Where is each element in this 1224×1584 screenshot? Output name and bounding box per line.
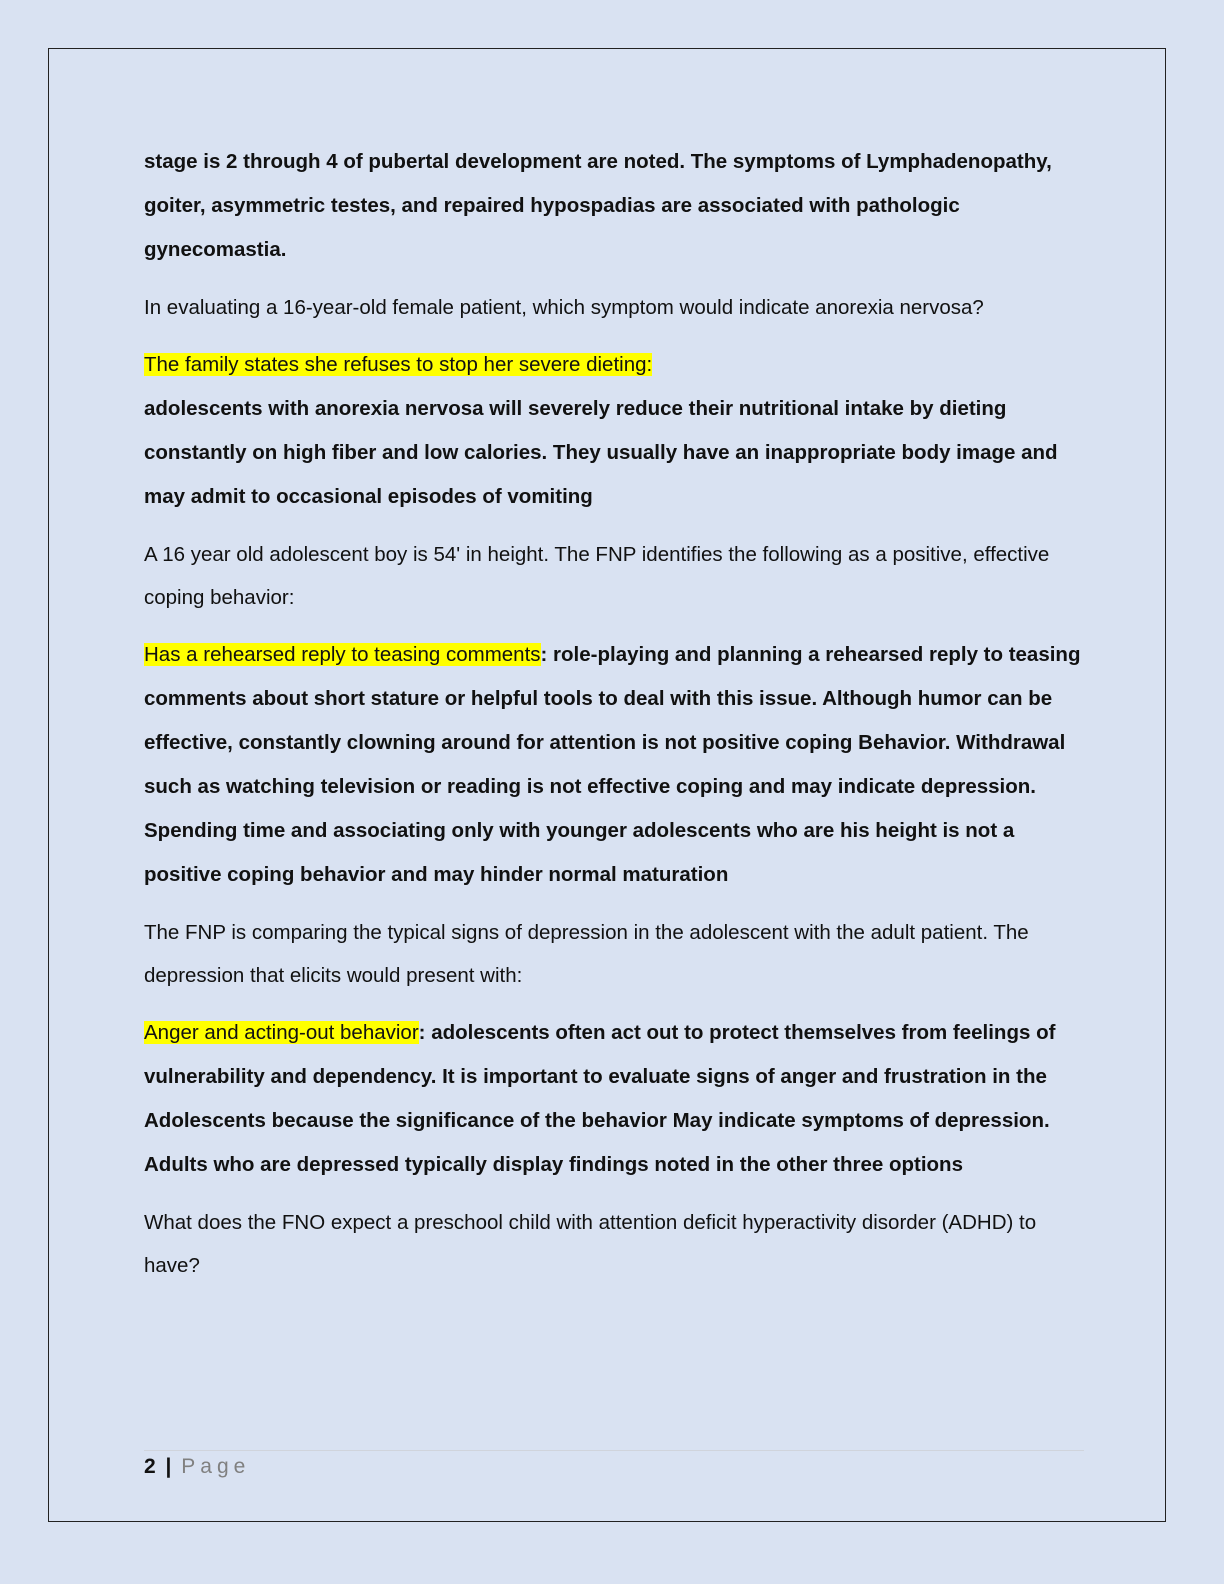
answer-highlight: Has a rehearsed reply to teasing comments	[144, 643, 541, 666]
answer-explanation: adolescents with anorexia nervosa will severely reduce their nutritional intake by dieting constantly on high fiber and low calories. They usually have an inappropriate body image and may admit to occasional episodes of vomiting	[144, 397, 1058, 508]
question-adhd: What does the FNO expect a preschool child with attention deficit hyperactivity disorder (ADHD) to have?	[144, 1211, 1037, 1277]
answer-explanation: : adolescents often act out to protect themselves from feelings of vulnerability and dependency. It is important to evaluate signs of anger and frustration in the Adolescents because the significance of the behavior May indicate symptoms of depression. Adults who are depressed typically display findings noted in the other three options	[144, 1021, 1056, 1176]
answer-coping	[144, 633, 1084, 897]
footer-divider	[144, 1450, 1084, 1451]
answer-explanation: : role-playing and planning a rehearsed reply to teasing comments about short stature or helpful tools to deal with this issue. Although humor can be effective, constantly clowning around for attention is not positive coping Behavior. Withdrawal such as watching television or reading is not effective coping and may indicate depression. Spending time and associating only with younger adolescents who are his height is not a positive coping behavior and may hinder normal maturation	[144, 643, 1081, 886]
answer-highlight: The family states she refuses to stop her severe dieting:	[144, 353, 653, 376]
question-anorexia: In evaluating a 16-year-old female patient, which symptom would indicate anorexia nervosa?	[144, 296, 984, 319]
page-footer	[144, 1455, 250, 1479]
answer-depression	[144, 1011, 1084, 1187]
question-depression: The FNP is comparing the typical signs of depression in the adolescent with the adult patient. The depression that elicits would present with:	[144, 921, 1029, 987]
answer-anorexia	[144, 343, 1084, 519]
page-number: 2	[144, 1455, 156, 1478]
footer-separator: |	[165, 1455, 172, 1478]
document-body	[144, 140, 1084, 1287]
answer-highlight: Anger and acting-out behavior	[144, 1021, 419, 1044]
continuation-paragraph: stage is 2 through 4 of pubertal development are noted. The symptoms of Lymphadenopathy, goiter, asymmetric testes, and repaired hypospadias are associated with pathologic gynecomastia.	[144, 150, 1052, 261]
question-coping: A 16 year old adolescent boy is 54' in height. The FNP identifies the following as a positive, effective coping behavior:	[144, 543, 1050, 609]
page-label: Page	[181, 1455, 251, 1478]
